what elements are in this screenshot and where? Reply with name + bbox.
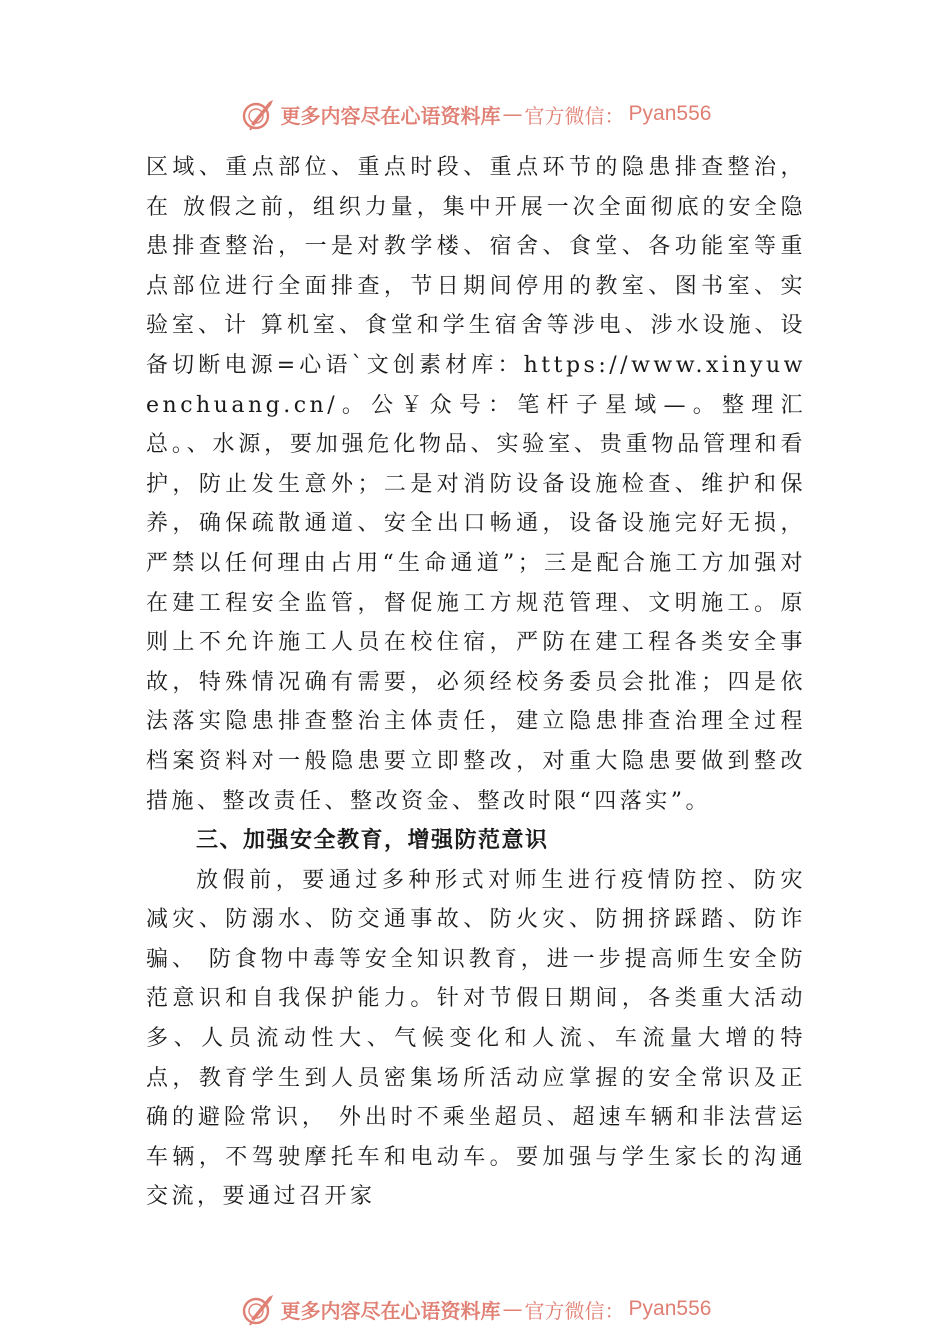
footer-separator: — — [502, 1297, 523, 1321]
header-wechat-label: 官方微信： — [524, 103, 625, 128]
section-heading-3: 三、加强安全教育，增强防范意识 — [196, 828, 549, 854]
quill-pen-seal-icon — [239, 1289, 279, 1329]
body-paragraph-safety-education: 放假前，要通过多种形式对师生进行疫情防控、防灾减灾、防溺水、防交通事故、防火灾、防拥挤踩踏、防诈骗、 防食物中毒等安全知识教育，进一步提高师生安全防范意识和自我保护能力。针对节假日期间，各类重大活动多、人员流动性大、气候变化和人流、车流量大增的特点，教育学生到人员密集场所活动应掌握的安全常识及正确的避险常识， 外出时不乘坐超员、超速车辆和非法营运车辆，不驾驶摩托车和电动车。要加强与学生家长的沟通交流，要通过召开家 — [146, 867, 806, 1210]
header-watermark-banner — [0, 92, 950, 136]
header-brand-text: 更多内容尽在心语资料库 — [280, 103, 501, 128]
header-separator: — — [502, 102, 523, 126]
document-body — [146, 148, 806, 1217]
footer-brand-text: 更多内容尽在心语资料库 — [280, 1298, 501, 1323]
footer-watermark-banner — [0, 1287, 950, 1331]
footer-wechat-label: 官方微信： — [524, 1298, 625, 1323]
quill-pen-seal-icon — [239, 94, 279, 134]
footer-wechat-id: Pyan556 — [628, 1297, 712, 1320]
body-paragraph-continuation: 区域、重点部位、重点时段、重点环节的隐患排查整治，在 放假之前，组织力量，集中开展一次全面彻底的安全隐患排查整治，一是对教学楼、宿舍、食堂、各功能室等重点部位进行全面排查，节日期间停用的教室、图书室、实验室、计 算机室、食堂和学生宿舍等涉电、涉水设施、设备切断电源=心语`文创素材库：https://www.xinyuwenchuang.cn/。公￥众号：笔杆子星域—。整理汇总。、水源，要加强危化物品、实验室、贵重物品管理和看护，防止发生意外；二是对消防设备设施检查、维护和保养，确保疏散通道、安全出口畅通，设备设施完好无损，严禁以任何理由占用“生命通道”；三是配合施工方加强对在建工程安全监管，督促施工方规范管理、文明施工。原则上不允许施工人员在校住宿，严防在建工程各类安全事故，特殊情况确有需要，必须经校务委员会批准；四是依法落实隐患排查整治主体责任，建立隐患排查治理全过程档案资料对一般隐患要立即整改，对重大隐患要做到整改措施、整改责任、整改资金、整改时限“四落实”。 — [146, 155, 806, 814]
header-wechat-id: Pyan556 — [628, 102, 712, 125]
